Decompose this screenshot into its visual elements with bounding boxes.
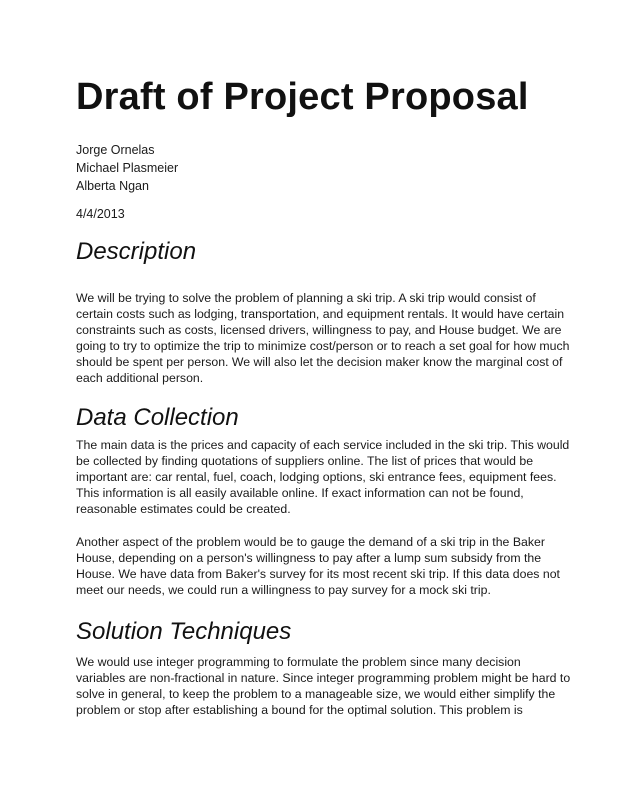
text-line: variables are non-fractional in nature. Since integer programming problem might be hard to xyxy=(76,671,571,685)
text-line: should be spent per person. We will also let the decision maker know the marginal cost of xyxy=(76,355,563,369)
text-line: Another aspect of the problem would be to gauge the demand of a ski trip in the Baker xyxy=(76,535,545,549)
text-line: House. We have data from Baker's survey for its most recent ski trip. If this data does not xyxy=(76,567,560,581)
author-name: Michael Plasmeier xyxy=(76,161,179,175)
text-line: going to try to optimize the trip to minimize cost/person or to reach a set goal for how much xyxy=(76,339,570,353)
text-line: certain costs such as lodging, transportation, and equipment rentals. It would have certain xyxy=(76,307,565,321)
text-line: We would use integer programming to formulate the problem since many decision xyxy=(76,655,521,669)
text-line: each additional person. xyxy=(76,371,204,385)
document-date: 4/4/2013 xyxy=(76,207,125,221)
author-name: Jorge Ornelas xyxy=(76,143,155,157)
description-paragraph xyxy=(76,290,570,386)
data-collection-paragraph-2 xyxy=(76,534,560,598)
text-line: meet our needs, we could run a willingness to pay survey for a mock ski trip. xyxy=(76,583,491,597)
text-line: important are: car rental, fuel, coach, lodging options, ski entrance fees, equipment fees. xyxy=(76,470,557,484)
text-line: reasonable estimates could be created. xyxy=(76,502,291,516)
author-list xyxy=(76,141,178,195)
section-heading-solution-techniques: Solution Techniques xyxy=(76,618,292,645)
document-title: Draft of Project Proposal xyxy=(76,76,529,118)
section-heading-data-collection: Data Collection xyxy=(76,404,239,431)
author-name: Alberta Ngan xyxy=(76,179,149,193)
section-heading-description: Description xyxy=(76,238,197,265)
text-line: solve in general, to keep the problem to a manageable size, we would either simplify the xyxy=(76,687,556,701)
text-line: The main data is the prices and capacity of each service included in the ski trip. This would xyxy=(76,438,570,452)
text-line: This information is all easily available online. If exact information can not be found, xyxy=(76,486,524,500)
text-line: We will be trying to solve the problem of planning a ski trip. A ski trip would consist of xyxy=(76,291,536,305)
text-line: problem or stop after establishing a bound for the optimal solution. This problem is xyxy=(76,703,523,717)
text-line: House, depending on a person's willingness to pay after a lump sum subsidy from the xyxy=(76,551,542,565)
text-line: be collected by finding quotations of suppliers online. The list of prices that would be xyxy=(76,454,534,468)
data-collection-paragraph-1 xyxy=(76,437,570,517)
solution-techniques-paragraph xyxy=(76,654,571,718)
text-line: constraints such as costs, licensed drivers, willingness to pay, and House budget. We are xyxy=(76,323,562,337)
